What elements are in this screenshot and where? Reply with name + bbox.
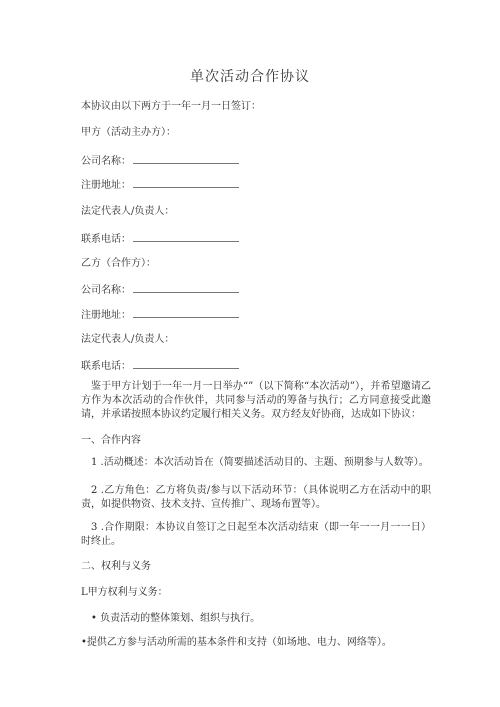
party-a-address-label: 注册地址： (81, 180, 131, 191)
party-a-heading: 甲方（活动主办方）： (81, 127, 176, 138)
preamble-paragraph: 鉴于甲方计划于一年一月一日举办“”（以下简称“本次活动”），并希望邀请乙方作为本次活动的合作伙伴，共同参与活动的筹备与执行；乙方同意接受此邀请，并承诺按照本协议约定履行相关义务。双方经友好协商，达成如下协议： (81, 381, 431, 420)
party-a-company-row (81, 153, 239, 168)
party-a-phone-row (81, 231, 239, 246)
party-a-company-label: 公司名称： (81, 156, 131, 167)
party-b-rep-label: 法定代表人/负责人： (81, 334, 175, 345)
party-b-phone-blank[interactable] (133, 358, 239, 369)
party-a-company-blank[interactable] (133, 153, 239, 164)
party-a-address-blank[interactable] (133, 177, 239, 188)
party-a-phone-label: 联系电话： (81, 234, 131, 245)
document-title: 单次活动合作协议 (190, 69, 310, 85)
party-b-company-row (81, 282, 239, 297)
section2-heading: 二、权利与义务 (81, 561, 151, 572)
party-a-phone-blank[interactable] (133, 231, 239, 242)
section1-heading: 一、合作内容 (81, 435, 141, 446)
party-b-company-label: 公司名称： (81, 285, 131, 296)
section1-item-2: 2 .乙方角色：乙方将负责/参与以下活动环节：（具体说明乙方在活动中的职责，如提供物资、技术支持、宣传推广、现场布置等）。 (81, 485, 431, 510)
party-b-company-blank[interactable] (133, 282, 239, 293)
section2-subheading: L甲方权利与义务： (81, 587, 168, 598)
party-b-address-row (81, 307, 239, 322)
party-a-rep-label: 法定代表人/负责人： (81, 206, 175, 217)
party-b-phone-row (81, 358, 239, 373)
party-b-address-blank[interactable] (133, 307, 239, 318)
section1-item-1: 1 .活动概述：本次活动旨在（简要描述活动目的、主题、预期参与人数等）。 (91, 457, 429, 468)
intro-text: 本协议由以下两方于一年一月一日签订： (81, 101, 261, 112)
party-b-address-label: 注册地址： (81, 310, 131, 321)
party-a-address-row (81, 177, 239, 192)
section2-bullet-2: •提供乙方参与活动所需的基本条件和支持（如场地、电力、网络等）。 (81, 637, 392, 648)
section2-bullet-1: • 负责活动的整体策划、组织与执行。 (91, 613, 261, 624)
party-b-phone-label: 联系电话： (81, 361, 131, 372)
section1-item-3: 3 .合作期限：本协议自签订之日起至本次活动结束（即一年一一月一一日）时终止。 (81, 522, 431, 547)
party-b-heading: 乙方（合作方）： (81, 258, 156, 269)
